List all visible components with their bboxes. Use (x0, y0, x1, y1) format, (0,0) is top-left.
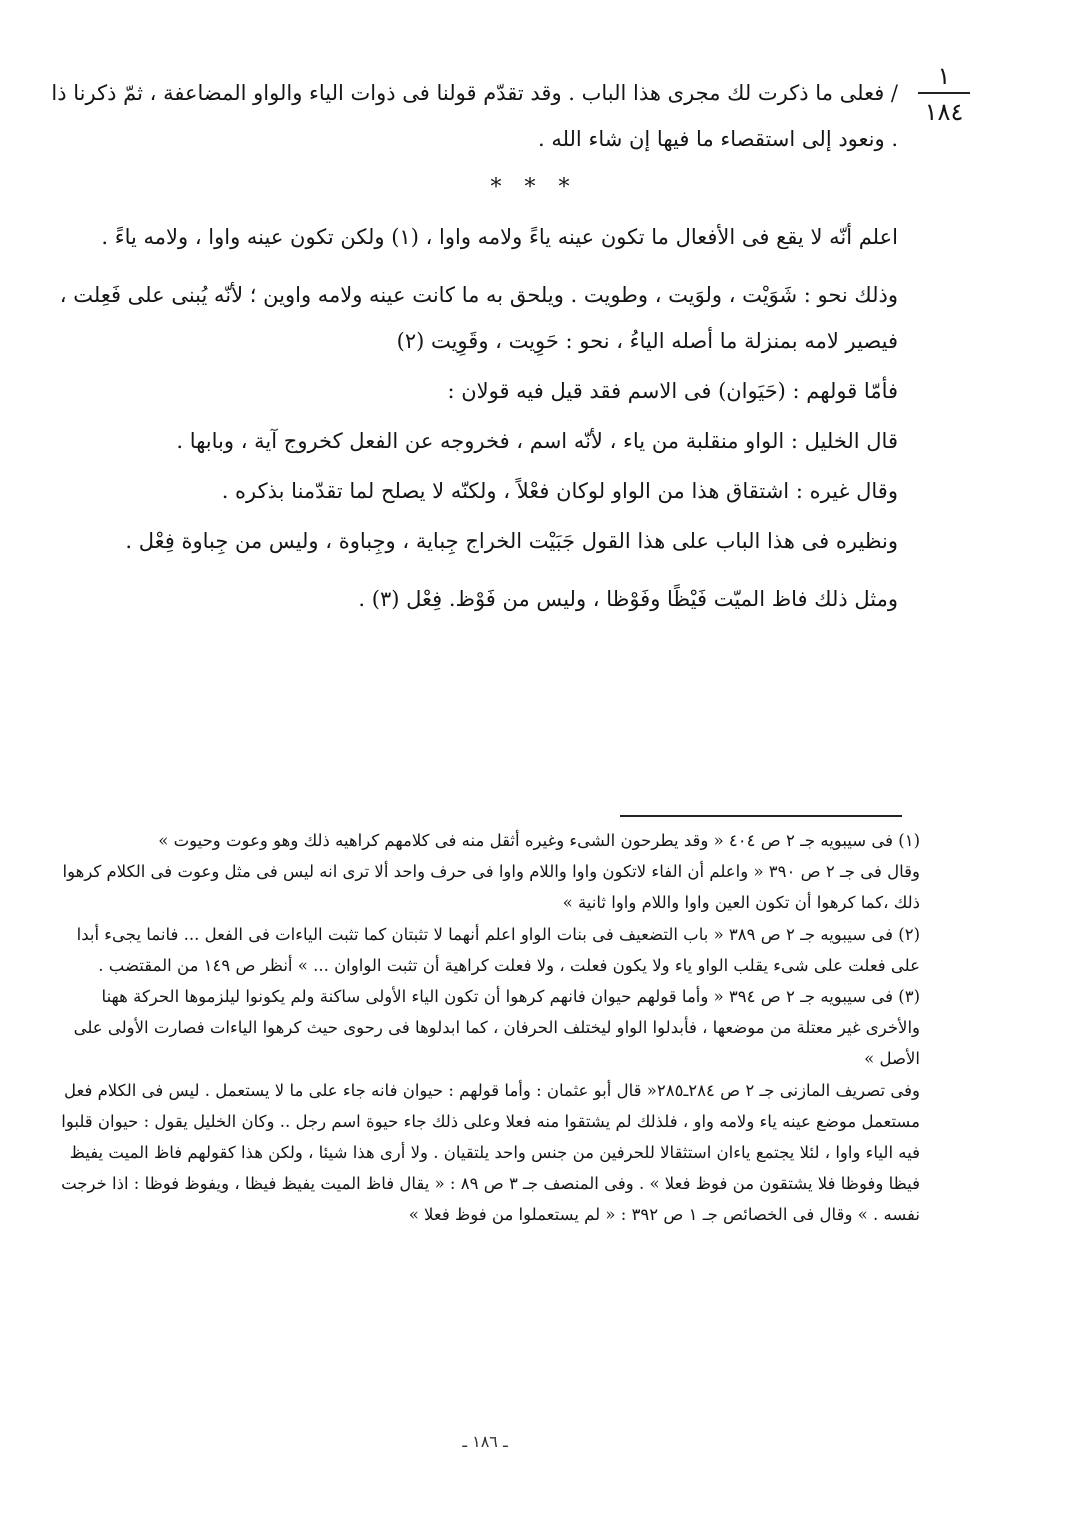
footnote-1: (١) فى سيبويه جـ ٢ ص ٤٠٤ « وقد يطرحون الشىء وغيره أثقل منه فى كلامهم كراهيه ذلك وهو وعوت وحيوت » (158, 831, 920, 850)
footnote-1-continued: وقال فى جـ ٢ ص ٣٩٠ « واعلم أن الفاء لاتكون واوا واللام واوا فى حرف واحد ألا ترى انه ليس فى مثل وعوت فى الكلام كرهوا ذلك ،كما كرهوا أن تكون العين واوا واللام واوا ثانية » (62, 862, 920, 913)
footnote-2: (٢) فى سيبويه جـ ٢ ص ٣٨٩ « باب التضعيف فى بنات الواو اعلم أنهما لا تثبتان كما تثبت الياءات فى الفعل ... فانما يجىء أبدا على فعلت على شىء يقلب الواو ياء ولا يكون فعلت ، ولا فعلت كراهية أن تثبت الواوان ... » أنظر ص ١٤٩ من المقتضب . (76, 924, 920, 975)
paragraph-8: ومثل ذلك فاظ الميّت فَيْظًا وفَوْظا ، وليس من فَوْظ. فِعْل (٣) . (358, 587, 898, 611)
paragraph-4: فأمّا قولهم : (حَيَوان) فى الاسم فقد قيل فيه قولان : (447, 379, 898, 403)
main-text (50, 70, 898, 622)
margin-note-bottom: ١٨٤ (924, 98, 964, 126)
section-separator: * * * (490, 175, 578, 200)
paragraph-6: وقال غيره : اشتقاق هذا من الواو لوكان فعْلاً ، ولكنّه لا يصلح لما تقدّمنا بذكره . (221, 479, 898, 503)
paragraph-5: قال الخليل : الواو منقلبة من ياء ، لأنّه اسم ، فخروجه عن الفعل كخروج آية ، وبابها . (176, 429, 898, 453)
footnote-3-continued: وفى تصريف المازنى جـ ٢ ص ٢٨٤ـ٢٨٥« قال أبو عثمان : وأما قولهم : حيوان فانه جاء على ما لا يستعمل . ليس فى الكلام فعل مستعمل موضع عينه ياء ولامه واو ، فلذلك لم يشتقوا منه فعلا وعلى ذلك جاء حيوة اسم رجل .. وكان الخليل يقول : حيوان قلبوا فيه الياء واوا ، لئلا يجتمع ياءان استثقالا للحرفين من جنس واحد يلتقيان . ولا أرى هذا شيئا ، ولكن هذا كقولهم فاظ الميت يفيظ فيظا وفوظا فلا يشتقون من فوظ فعلا » . وفى المنصف جـ ٣ ص ٨٩ : « يقال فاظ الميت يفيظ فيظا ، ويفوظ فوظا : اذا خرجت نفسه . » وقال فى الخصائص جـ ١ ص ٣٩٢ : « لم يستعملوا من فوظ فعلا » (61, 1080, 920, 1225)
paragraph-1: / فعلى ما ذكرت لك مجرى هذا الباب . وقد تقدّم قولنا فى ذوات الياء والواو المضاعفة ، ثمّ ذكرنا ذا . ونعود إلى استقصاء ما فيها إن شاء الله . (51, 81, 898, 151)
paragraph-7: ونظيره فى هذا الباب على هذا القول جَبَيْت الخراج جِباية ، وجِباوة ، وليس من جِباوة فِعْل . (125, 529, 898, 553)
footnote-divider (620, 815, 902, 817)
footnote-3: (٣) فى سيبويه جـ ٢ ص ٣٩٤ « وأما قولهم حيوان فانهم كرهوا أن تكون الياء الأولى ساكنة ولم يكونوا ليلزموها الحركة ههنا والأخرى غير معتلة من موضعها ، فأبدلوا الواو ليختلف الحرفان ، كما ابدلوها فى رحوى حيث كرهوا الياءات فصارت الأولى على الأصل » (73, 987, 920, 1069)
paragraph-3: وذلك نحو : شَوَيْت ، ولوَيت ، وطويت . ويلحق به ما كانت عينه ولامه واوين ؛ لأنّه يُبنى على فَعِلت ، فيصير لامه بمنزلة ما أصله الياءُ ، نحو : حَوِيت ، وقَوِيت (٢) (59, 283, 898, 353)
margin-note (918, 62, 970, 126)
page-number: ـ ١٨٦ ـ (462, 1432, 508, 1451)
paragraph-2: اعلم أنّه لا يقع فى الأفعال ما تكون عينه ياءً ولامه واوا ، (١) ولكن تكون عينه واوا ، ولامه ياءً . (101, 225, 898, 249)
footnotes (60, 825, 920, 1231)
margin-note-top: ١ (918, 62, 970, 94)
